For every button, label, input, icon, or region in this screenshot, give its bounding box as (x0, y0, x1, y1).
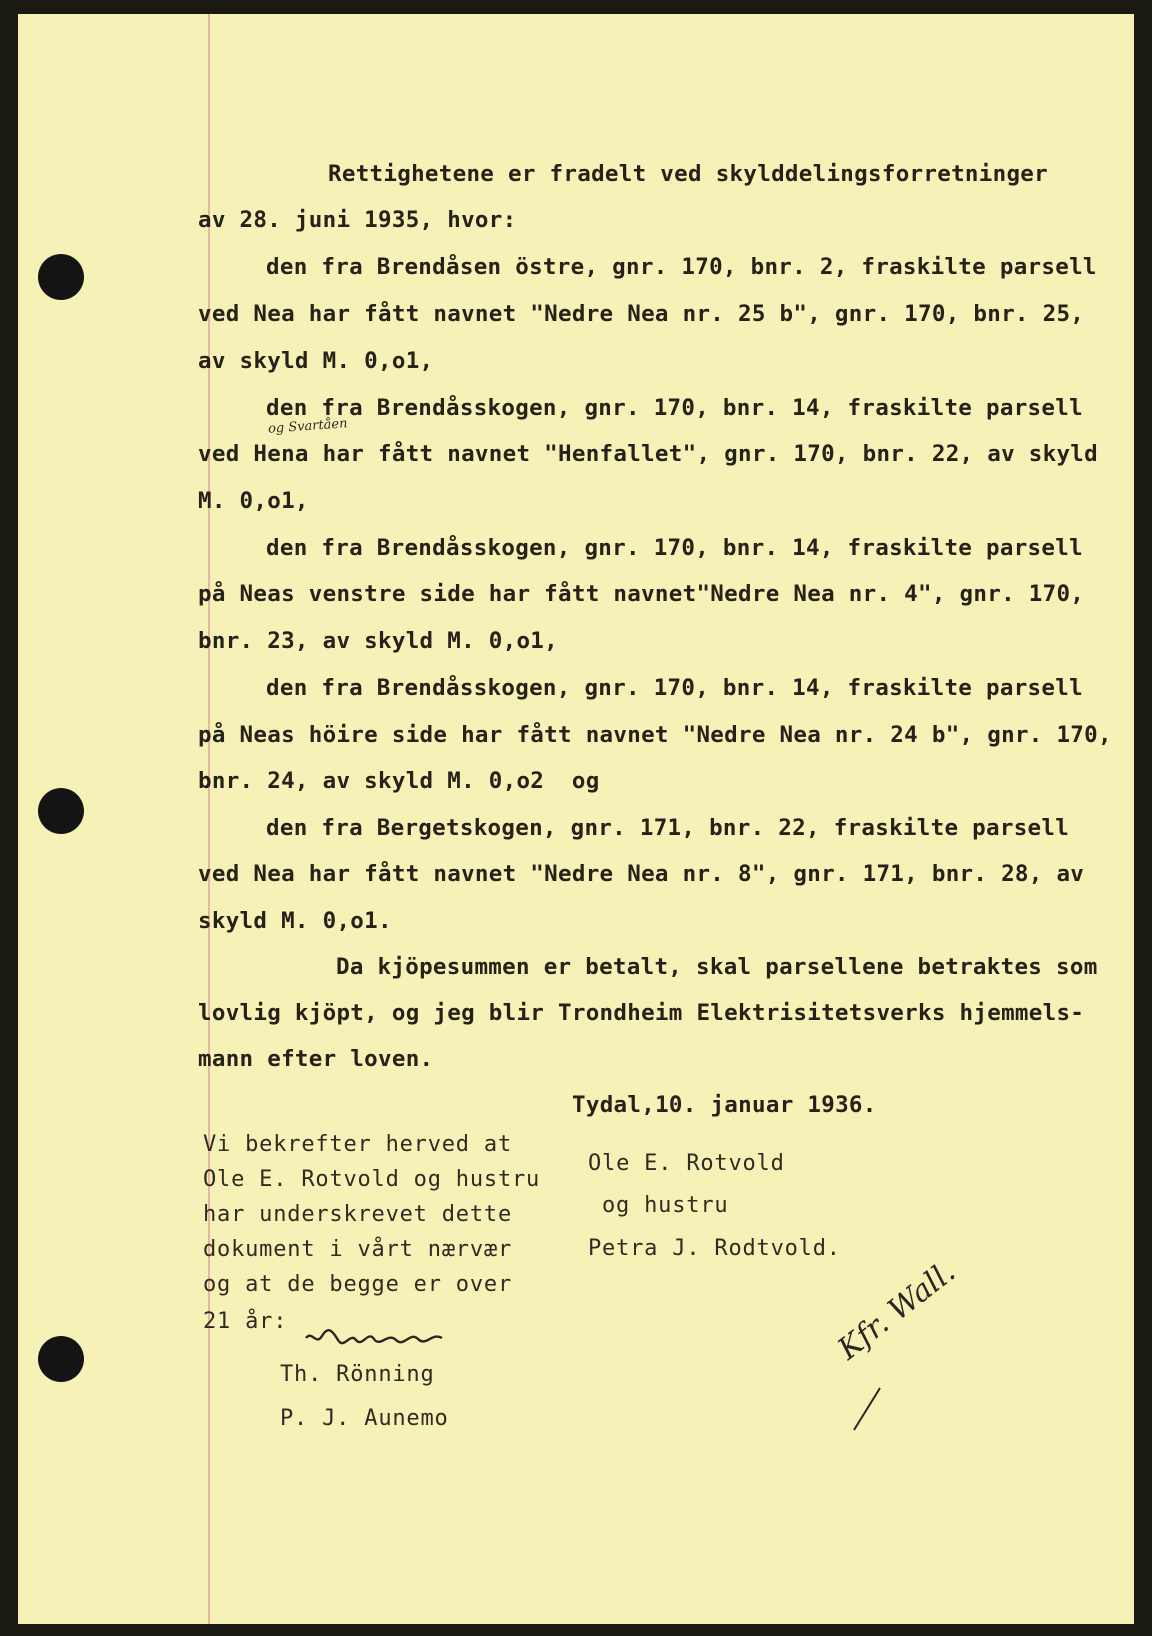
para2-line1: Da kjöpesummen er betalt, skal parsellene betraktes som (336, 954, 1098, 980)
para1-line14: bnr. 24, av skyld M. 0,o2 og (198, 768, 600, 794)
punch-hole-middle (38, 788, 84, 834)
witness-line1: Th. Rönning (280, 1362, 435, 1387)
margin-rule (208, 14, 210, 1624)
place-date: Tydal,10. januar 1936. (572, 1092, 877, 1118)
witness-note-line6: 21 år: (203, 1309, 288, 1334)
para1-line16: ved Nea har fått navnet "Nedre Nea nr. 8", gnr. 171, bnr. 28, av (198, 861, 1085, 887)
witness-note-line2: Ole E. Rotvold og hustru (203, 1167, 541, 1192)
document-page (18, 14, 1134, 1624)
witness-note-line3: har underskrevet dette (203, 1202, 512, 1227)
para1-line8: M. 0,o1, (198, 488, 309, 514)
para1-line17: skyld M. 0,o1. (198, 908, 392, 934)
crossed-out-scribble (304, 1326, 444, 1348)
para1-line7: ved Hena har fått navnet "Henfallet", gnr. 170, bnr. 22, av skyld (198, 441, 1098, 467)
para1-line9: den fra Brendåsskogen, gnr. 170, bnr. 14, fraskilte parsell (266, 535, 1083, 561)
para1-line3: den fra Brendåsen östre, gnr. 170, bnr. 2, fraskilte parsell (266, 254, 1097, 280)
witness-note-line4: dokument i vårt nærvær (203, 1237, 512, 1262)
signatory-line3: Petra J. Rodtvold. (588, 1236, 841, 1261)
para1-line5: av skyld M. 0,o1, (198, 348, 434, 374)
para2-line2: lovlig kjöpt, og jeg blir Trondheim Elektrisitetsverks hjemmels- (198, 1000, 1085, 1026)
witness-line2: P. J. Aunemo (280, 1406, 449, 1431)
punch-hole-top (38, 254, 84, 300)
signatory-line1: Ole E. Rotvold (588, 1151, 785, 1176)
punch-hole-bottom (38, 1336, 84, 1382)
para1-line12: den fra Brendåsskogen, gnr. 170, bnr. 14, fraskilte parsell (266, 675, 1083, 701)
handwritten-stamp: Kfr. Wall. (831, 1254, 963, 1367)
signatory-line2: og hustru (602, 1193, 729, 1218)
para1-line2: av 28. juni 1935, hvor: (198, 207, 517, 233)
para1-line15: den fra Bergetskogen, gnr. 171, bnr. 22, fraskilte parsell (266, 815, 1070, 841)
para2-line3: mann efter loven. (198, 1046, 434, 1072)
para1-line6: den fra Brendåsskogen, gnr. 170, bnr. 14, fraskilte parsell (266, 395, 1083, 421)
handwritten-insertion: og Svartåen (267, 416, 348, 437)
para1-line1: Rettighetene er fradelt ved skylddelingsforretninger (328, 161, 1048, 187)
para1-line10: på Neas venstre side har fått navnet"Nedre Nea nr. 4", gnr. 170, (198, 581, 1085, 607)
para1-line4: ved Nea har fått navnet "Nedre Nea nr. 25 b", gnr. 170, bnr. 25, (198, 301, 1085, 327)
para1-line11: bnr. 23, av skyld M. 0,o1, (198, 628, 558, 654)
witness-note-line1: Vi bekrefter herved at (203, 1132, 512, 1157)
witness-note-line5: og at de begge er over (203, 1272, 512, 1297)
stamp-underline-stroke (850, 1364, 960, 1434)
para1-line13: på Neas höire side har fått navnet "Nedre Nea nr. 24 b", gnr. 170, (198, 722, 1112, 748)
